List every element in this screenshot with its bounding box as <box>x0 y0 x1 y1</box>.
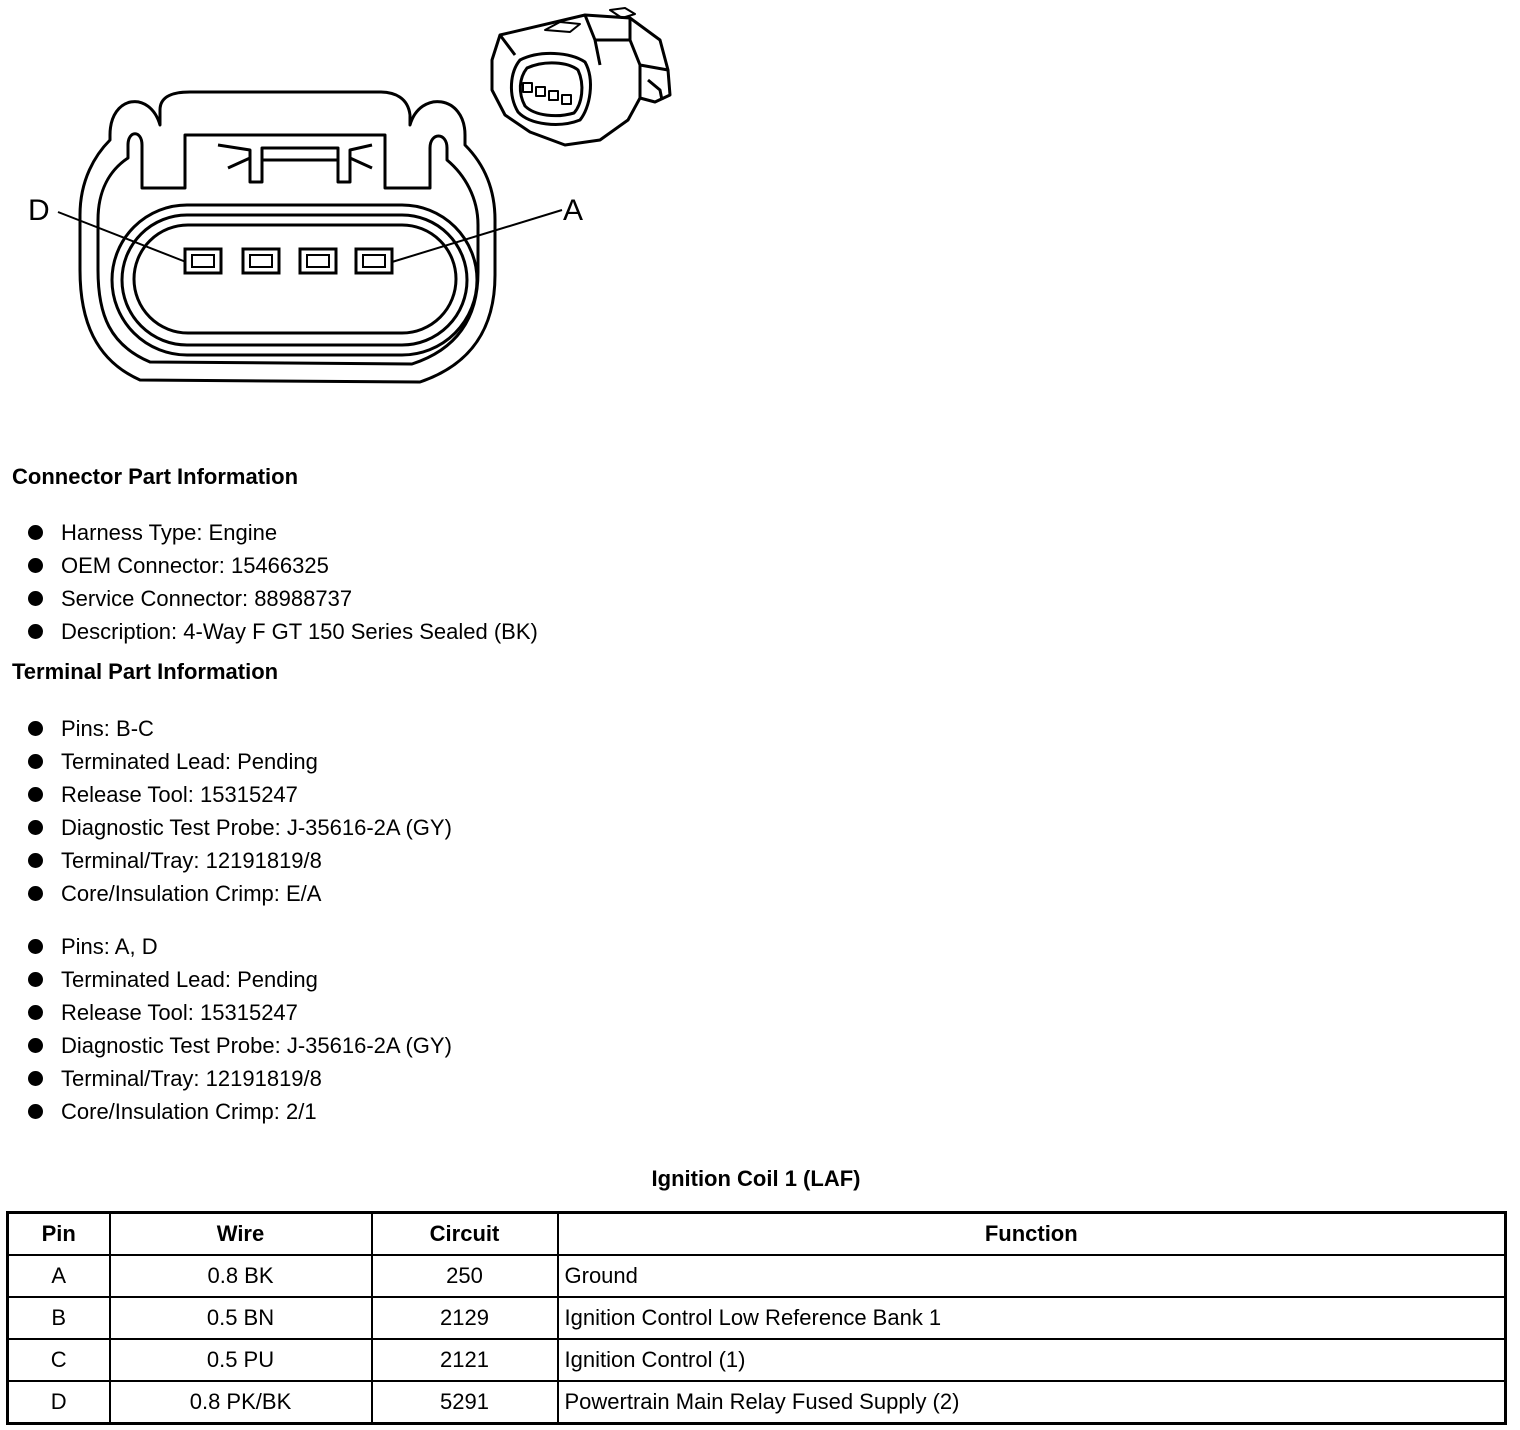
pin-cell: D <box>8 1381 110 1424</box>
pin-label-a: A <box>563 194 584 227</box>
circuit-cell: 5291 <box>372 1381 558 1424</box>
bullet-icon <box>28 1005 43 1020</box>
pin-cell: A <box>8 1255 110 1297</box>
circuit-cell: 250 <box>372 1255 558 1297</box>
connector-iso-view <box>492 8 670 145</box>
list-item: Pins: A, D <box>28 930 452 963</box>
bullet-icon <box>28 853 43 868</box>
column-header-circuit: Circuit <box>372 1213 558 1256</box>
table-title: Ignition Coil 1 (LAF) <box>651 1166 861 1191</box>
list-item: Pins: B-C <box>28 712 452 745</box>
column-header-pin: Pin <box>8 1213 110 1256</box>
table-row <box>8 1255 1506 1297</box>
pin-cavities <box>185 249 392 273</box>
list-item: Diagnostic Test Probe: J-35616-2A (GY) <box>28 1029 452 1062</box>
bullet-icon <box>28 1104 43 1119</box>
cavity-a <box>356 249 392 273</box>
connector-part-list <box>28 516 538 648</box>
bullet-icon <box>28 624 43 639</box>
bullet-icon <box>28 558 43 573</box>
bullet-icon <box>28 591 43 606</box>
terminal-part-heading: Terminal Part Information <box>12 659 279 684</box>
bullet-icon <box>28 972 43 987</box>
bullet-icon <box>28 721 43 736</box>
wire-cell: 0.5 PU <box>110 1339 372 1381</box>
pin-label-d: D <box>28 194 50 227</box>
list-item: Core/Insulation Crimp: 2/1 <box>28 1095 452 1128</box>
list-item: Harness Type: Engine <box>28 516 538 549</box>
table-header-row <box>8 1213 1506 1256</box>
pin-table <box>6 1211 1507 1425</box>
wire-cell: 0.8 BK <box>110 1255 372 1297</box>
list-item: Service Connector: 88988737 <box>28 582 538 615</box>
pin-cell: B <box>8 1297 110 1339</box>
list-item: Terminated Lead: Pending <box>28 745 452 778</box>
connector-diagram <box>0 0 720 420</box>
wire-cell: 0.8 PK/BK <box>110 1381 372 1424</box>
function-cell: Ground <box>558 1255 1506 1297</box>
bullet-icon <box>28 525 43 540</box>
bullet-icon <box>28 787 43 802</box>
terminal-group-1-list <box>28 712 452 910</box>
table-row <box>8 1297 1506 1339</box>
terminal-group-2-list <box>28 930 452 1128</box>
connector-part-heading: Connector Part Information <box>12 464 299 489</box>
column-header-function: Function <box>558 1213 1506 1256</box>
function-cell: Ignition Control Low Reference Bank 1 <box>558 1297 1506 1339</box>
bullet-icon <box>28 1038 43 1053</box>
table-row <box>8 1339 1506 1381</box>
cavity-d <box>185 249 221 273</box>
list-item: Terminal/Tray: 12191819/8 <box>28 1062 452 1095</box>
cavity-b <box>300 249 336 273</box>
function-cell: Ignition Control (1) <box>558 1339 1506 1381</box>
bullet-icon <box>28 1071 43 1086</box>
column-header-wire: Wire <box>110 1213 372 1256</box>
bullet-icon <box>28 886 43 901</box>
bullet-icon <box>28 754 43 769</box>
bullet-icon <box>28 820 43 835</box>
list-item: Core/Insulation Crimp: E/A <box>28 877 452 910</box>
list-item: Description: 4-Way F GT 150 Series Sealed (BK) <box>28 615 538 648</box>
table-row <box>8 1381 1506 1424</box>
wire-cell: 0.5 BN <box>110 1297 372 1339</box>
list-item: Release Tool: 15315247 <box>28 778 452 811</box>
pin-cell: C <box>8 1339 110 1381</box>
list-item: Diagnostic Test Probe: J-35616-2A (GY) <box>28 811 452 844</box>
list-item: Terminated Lead: Pending <box>28 963 452 996</box>
cavity-c <box>243 249 279 273</box>
circuit-cell: 2121 <box>372 1339 558 1381</box>
circuit-cell: 2129 <box>372 1297 558 1339</box>
list-item: Terminal/Tray: 12191819/8 <box>28 844 452 877</box>
function-cell: Powertrain Main Relay Fused Supply (2) <box>558 1381 1506 1424</box>
list-item: OEM Connector: 15466325 <box>28 549 538 582</box>
bullet-icon <box>28 939 43 954</box>
list-item: Release Tool: 15315247 <box>28 996 452 1029</box>
